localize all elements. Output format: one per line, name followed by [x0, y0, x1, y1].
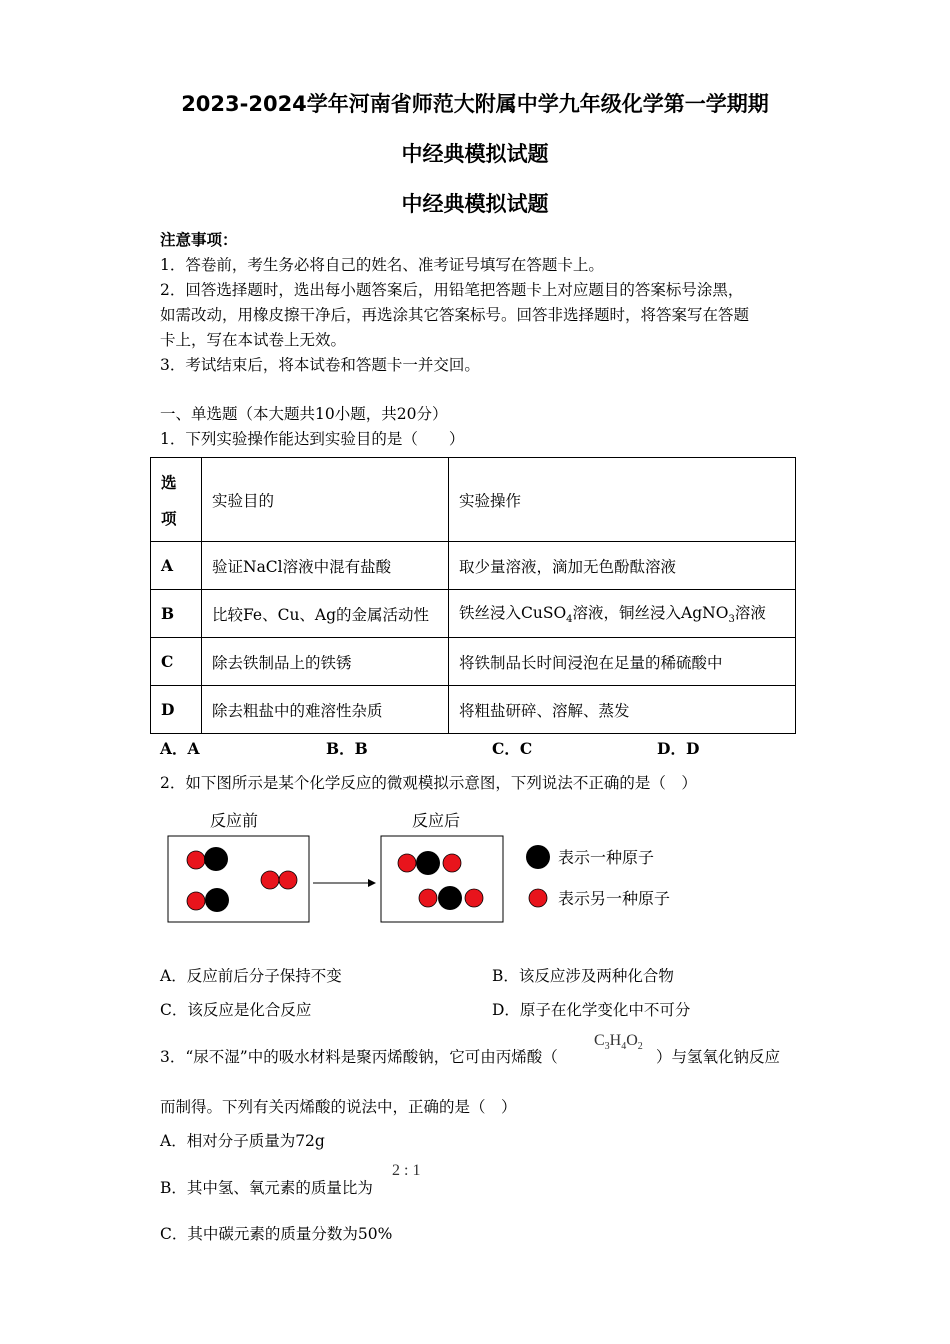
- q3-choice-a: A．相对分子质量为72g: [160, 1132, 325, 1150]
- q2-choice-c: C．该反应是化合反应: [160, 1001, 312, 1019]
- red-atom: [261, 871, 279, 889]
- doc-title-line1: 2023-2024学年河南省师范大附属中学九年级化学第一学期期: [181, 92, 769, 116]
- q2-choice-a: A．反应前后分子保持不变: [160, 967, 342, 985]
- formula-h: H: [609, 1032, 622, 1049]
- formula-c: C: [594, 1032, 605, 1049]
- table-row: [151, 686, 796, 734]
- q3-stem-part2: ）与氢氧化钠反应: [656, 1048, 781, 1066]
- doc-title-line2: 中经典模拟试题: [401, 142, 549, 166]
- after-box: [381, 836, 503, 922]
- header-operation: 实验操作: [449, 458, 796, 542]
- red-atom: [187, 851, 205, 869]
- row-purpose: 验证NaCl溶液中混有盐酸: [202, 542, 449, 590]
- table-row: [151, 542, 796, 590]
- red-atom: [398, 854, 416, 872]
- op-text: 铁丝浸入CuSO: [459, 604, 567, 623]
- header-purpose: 实验目的: [202, 458, 449, 542]
- black-atom: [416, 851, 440, 875]
- op-subscript: 4: [566, 614, 573, 626]
- row-operation: 将粗盐研碎、溶解、蒸发: [449, 686, 796, 734]
- header-option-char: 选: [161, 472, 177, 492]
- red-atom: [443, 854, 461, 872]
- section-heading: 一、单选题（本大题共10小题，共20分）: [160, 405, 448, 423]
- notice-item: 1．答卷前，考生务必将自己的姓名、准考证号填写在答题卡上。: [160, 256, 604, 274]
- red-atom: [187, 892, 205, 910]
- row-purpose: 除去铁制品上的铁锈: [202, 638, 449, 686]
- reaction-diagram: [160, 808, 700, 928]
- notice-item: 3．考试结束后，将本试卷和答题卡一并交回。: [160, 356, 480, 374]
- red-atom: [419, 889, 437, 907]
- table-header-row: [151, 458, 796, 542]
- q3-stem-part1: 3．“尿不湿”中的吸水材料是聚丙烯酸钠，它可由丙烯酸（: [160, 1048, 558, 1066]
- before-label: 反应前: [210, 811, 259, 830]
- red-atom: [279, 871, 297, 889]
- legend-red-atom: [529, 889, 547, 907]
- header-option: [151, 458, 202, 542]
- after-label: 反应后: [412, 811, 461, 830]
- q1-choice-b: B．B: [326, 739, 368, 758]
- row-option: B: [151, 590, 202, 638]
- legend-black-label: 表示一种原子: [558, 848, 655, 867]
- formula-o-sub: 2: [637, 1041, 643, 1053]
- header-option-char: 项: [161, 508, 177, 528]
- row-operation: 将铁制品长时间浸泡在足量的稀硫酸中: [449, 638, 796, 686]
- legend-red-label: 表示另一种原子: [558, 889, 671, 908]
- q2-choice-d: D．原子在化学变化中不可分: [492, 1001, 691, 1019]
- q3-choice-b: B．其中氢、氧元素的质量比为: [160, 1179, 373, 1197]
- row-operation: 取少量溶液，滴加无色酚酞溶液: [449, 542, 796, 590]
- legend-black-atom: [526, 845, 550, 869]
- op-text: 溶液，铜丝浸入AgNO: [572, 604, 729, 623]
- black-atom: [205, 888, 229, 912]
- row-purpose: 除去粗盐中的难溶性杂质: [202, 686, 449, 734]
- q1-choice-a: A．A: [160, 739, 200, 758]
- row-operation: [449, 590, 796, 638]
- arrow-head-icon: [368, 879, 376, 887]
- q1-stem: 1．下列实验操作能达到实验目的是（ ）: [160, 430, 465, 448]
- doc-title-line3: 中经典模拟试题: [401, 192, 549, 216]
- q3-ratio: 2 : 1: [392, 1162, 421, 1179]
- formula-c-sub: 3: [604, 1041, 610, 1053]
- notice-item: 卡上，写在本试卷上无效。: [160, 331, 347, 349]
- red-atom: [465, 889, 483, 907]
- acrylic-acid-formula: [594, 1032, 643, 1052]
- q1-choice-d: D．D: [657, 739, 700, 758]
- row-purpose: 比较Fe、Cu、Ag的金属活动性: [202, 590, 449, 638]
- q2-choice-b: B．该反应涉及两种化合物: [492, 967, 674, 985]
- black-atom: [438, 886, 462, 910]
- q1-choice-c: C．C: [492, 739, 533, 758]
- row-option: A: [151, 542, 202, 590]
- table-row: [151, 590, 796, 638]
- q1-table: [150, 457, 796, 734]
- q3-choice-c: C．其中碳元素的质量分数为50%: [160, 1225, 393, 1243]
- op-subscript: 3: [728, 614, 735, 626]
- row-option: C: [151, 638, 202, 686]
- formula-h-sub: 4: [621, 1041, 627, 1053]
- black-atom: [204, 847, 228, 871]
- op-text: 溶液: [734, 604, 766, 623]
- formula-o: O: [626, 1032, 638, 1049]
- q2-stem: 2．如下图所示是某个化学反应的微观模拟示意图，下列说法不正确的是（ ）: [160, 774, 697, 792]
- table-row: [151, 638, 796, 686]
- notice-item: 2．回答选择题时，选出每小题答案后，用铅笔把答题卡上对应题目的答案标号涂黑，: [160, 281, 744, 299]
- notice-heading: 注意事项：: [160, 230, 238, 249]
- q3-stem-line2: 而制得。下列有关丙烯酸的说法中，正确的是（ ）: [160, 1098, 517, 1116]
- row-option: D: [151, 686, 202, 734]
- notice-item: 如需改动，用橡皮擦干净后，再选涂其它答案标号。回答非选择题时，将答案写在答题: [160, 306, 750, 324]
